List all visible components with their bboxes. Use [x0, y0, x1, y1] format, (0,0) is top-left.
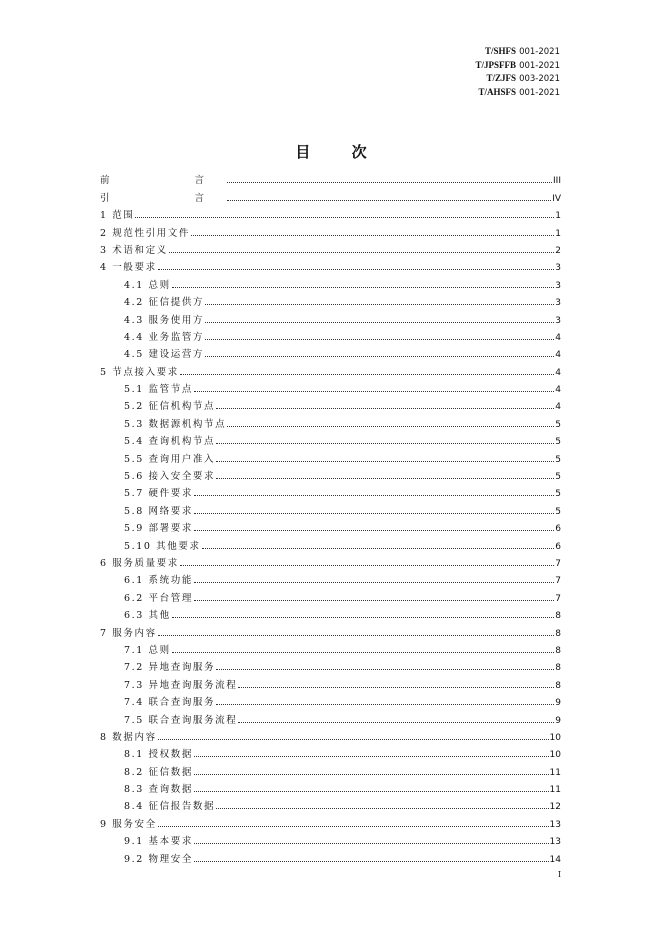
toc-entry[interactable]: [100, 726, 561, 743]
toc-entry[interactable]: [100, 308, 561, 325]
toc-entry-page: 4: [555, 367, 561, 378]
toc-leader-dots: [169, 252, 555, 253]
toc-entry-page: 6: [555, 524, 561, 535]
toc-leader-dots: [194, 774, 549, 775]
toc-entry-label: 4.5 建设运营方: [124, 349, 205, 361]
toc-leader-dots: [205, 356, 554, 357]
toc-entry-label: 8.2 征信数据: [124, 766, 193, 778]
standard-number: 001-2021: [519, 47, 560, 57]
toc-entry-label: 5.3 数据源机构节点: [124, 418, 227, 430]
toc-leader-dots: [205, 322, 554, 323]
toc-leader-dots: [172, 287, 555, 288]
toc-entry-label: 5.2 征信机构节点: [124, 401, 216, 413]
toc-leader-dots: [216, 808, 548, 809]
toc-entry-label: 9.1 基本要求: [124, 836, 193, 848]
toc-entry-label: 3 术语和定义: [100, 244, 168, 256]
standard-code: T/SHFS: [485, 46, 517, 56]
toc-entry[interactable]: [100, 465, 561, 482]
toc-entry-page: 7: [555, 558, 561, 569]
toc-entry[interactable]: [100, 604, 561, 621]
toc-entry[interactable]: [100, 326, 561, 343]
standard-number: 003-2021: [519, 74, 560, 85]
toc-leader-dots: [216, 443, 554, 444]
toc-entry-page: 5: [555, 472, 561, 483]
toc-entry[interactable]: [100, 273, 561, 290]
toc-entry[interactable]: [100, 204, 561, 221]
toc-entry-page: 13: [549, 819, 561, 830]
toc-entry-page: 7: [555, 593, 561, 604]
toc-entry-label: 5.7 硬件要求: [124, 488, 193, 500]
page-title: 目 次: [295, 143, 385, 161]
toc-entry[interactable]: [100, 586, 561, 603]
toc-entry[interactable]: [100, 360, 561, 377]
table-of-contents: [100, 169, 561, 865]
toc-entry[interactable]: [100, 656, 561, 673]
toc-leader-dots: [180, 565, 554, 566]
toc-entry-page: 14: [549, 854, 561, 865]
toc-entry-label: 6 服务质量要求: [100, 557, 179, 569]
toc-entry[interactable]: [100, 430, 561, 447]
toc-entry-page: 9: [555, 698, 561, 709]
toc-entry-label: 4 一般要求: [100, 262, 157, 274]
toc-entry-label: 引 言: [100, 192, 227, 204]
toc-entry-page: 10: [549, 750, 561, 761]
toc-entry[interactable]: [100, 447, 561, 464]
toc-leader-dots: [158, 635, 555, 636]
toc-entry-page: 11: [549, 767, 561, 778]
toc-entry-label: 6.2 平台管理: [124, 592, 193, 604]
standard-code: T/ZJFS: [486, 73, 517, 84]
toc-entry-label: 7.4 联合查询服务: [124, 697, 216, 709]
page-number: I: [557, 870, 561, 879]
toc-entry-page: 4: [555, 332, 561, 343]
toc-entry-label: 前 言: [100, 175, 227, 187]
toc-entry-label: 5.8 网络要求: [124, 505, 193, 517]
toc-leader-dots: [205, 304, 554, 305]
toc-entry-label: 7.2 异地查询服务: [124, 662, 216, 674]
toc-leader-dots: [194, 600, 554, 601]
toc-leader-dots: [227, 200, 551, 201]
toc-entry[interactable]: [100, 534, 561, 551]
toc-entry[interactable]: [100, 291, 561, 308]
toc-entry-page: 8: [555, 611, 561, 622]
toc-leader-dots: [216, 461, 554, 462]
toc-leader-dots: [194, 756, 549, 757]
standard-code: T/JPSFFB: [475, 59, 517, 70]
toc-entry-label: 7.5 联合查询服务流程: [124, 714, 238, 726]
toc-entry[interactable]: [100, 552, 561, 569]
toc-entry[interactable]: [100, 169, 561, 186]
toc-entry[interactable]: [100, 830, 561, 847]
toc-entry-page: 4: [555, 402, 561, 413]
toc-entry-label: 4.1 总则: [124, 279, 171, 291]
toc-entry-page: 7: [555, 576, 561, 587]
toc-entry-page: 11: [549, 785, 561, 796]
toc-entry-page: 4: [555, 385, 561, 396]
standard-code: T/AHSFS: [478, 86, 517, 97]
toc-leader-dots: [158, 739, 549, 740]
toc-leader-dots: [158, 826, 549, 827]
toc-entry[interactable]: [100, 221, 561, 238]
toc-leader-dots: [216, 478, 554, 479]
toc-entry[interactable]: [100, 482, 561, 499]
toc-entry-label: 6.3 其他: [124, 610, 171, 622]
toc-entry-page: 12: [549, 802, 561, 813]
toc-entry[interactable]: [100, 778, 561, 795]
toc-entry-label: 8.3 查询数据: [124, 784, 193, 796]
toc-entry[interactable]: [100, 499, 561, 516]
toc-entry-label: 5 节点接入要求: [100, 366, 179, 378]
toc-leader-dots: [194, 391, 554, 392]
toc-entry-page: 9: [555, 715, 561, 726]
toc-leader-dots: [135, 217, 554, 218]
toc-entry[interactable]: [100, 812, 561, 829]
toc-entry-page: 3: [555, 280, 561, 291]
toc-leader-dots: [194, 843, 549, 844]
toc-entry-page: 8: [555, 645, 561, 656]
toc-entry-page: 5: [555, 506, 561, 517]
toc-entry-label: 7.3 异地查询服务流程: [124, 679, 238, 691]
toc-entry[interactable]: [100, 378, 561, 395]
toc-entry-label: 5.10 其他要求: [124, 540, 201, 552]
toc-leader-dots: [172, 617, 555, 618]
toc-entry-label: 4.2 征信提供方: [124, 297, 205, 309]
toc-entry-label: 9.2 物理安全: [124, 853, 193, 865]
toc-leader-dots: [227, 182, 552, 183]
toc-entry-label: 5.9 部署要求: [124, 523, 193, 535]
toc-leader-dots: [194, 861, 549, 862]
toc-leader-dots: [158, 269, 555, 270]
toc-entry[interactable]: [100, 256, 561, 273]
toc-entry[interactable]: [100, 412, 561, 429]
toc-entry-page: 3: [555, 298, 561, 309]
toc-entry-page: 13: [549, 837, 561, 848]
toc-entry[interactable]: [100, 186, 561, 203]
toc-entry-label: 5.6 接入安全要求: [124, 471, 216, 483]
toc-leader-dots: [194, 582, 554, 583]
toc-entry-page: 3: [555, 263, 561, 274]
toc-leader-dots: [194, 530, 554, 531]
toc-leader-dots: [238, 722, 554, 723]
toc-entry-page: 5: [555, 419, 561, 430]
toc-leader-dots: [216, 704, 554, 705]
toc-entry-page: 5: [555, 489, 561, 500]
toc-leader-dots: [194, 495, 554, 496]
standard-number: 001-2021: [519, 87, 560, 98]
toc-entry[interactable]: [100, 708, 561, 725]
toc-leader-dots: [191, 235, 554, 236]
toc-entry[interactable]: [100, 760, 561, 777]
toc-entry-page: 1: [555, 211, 561, 222]
standard-code-line: [476, 59, 560, 73]
toc-leader-dots: [172, 652, 555, 653]
toc-entry-label: 5.4 查询机构节点: [124, 436, 216, 448]
toc-entry-page: 5: [555, 437, 561, 448]
toc-leader-dots: [216, 408, 554, 409]
toc-leader-dots: [194, 791, 549, 792]
toc-entry[interactable]: [100, 673, 561, 690]
toc-entry-label: 6.1 系统功能: [124, 575, 193, 587]
standard-codes: [476, 45, 560, 99]
toc-entry-page: III: [553, 176, 561, 187]
standard-code-line: [476, 86, 560, 100]
toc-entry[interactable]: [100, 517, 561, 534]
toc-entry[interactable]: [100, 621, 561, 638]
toc-entry-label: 8.1 授权数据: [124, 749, 193, 761]
toc-leader-dots: [205, 339, 554, 340]
standard-code-line: [476, 72, 560, 86]
toc-entry-page: 3: [555, 315, 561, 326]
toc-entry-label: 4.4 业务监管方: [124, 331, 205, 343]
toc-entry[interactable]: [100, 569, 561, 586]
toc-leader-dots: [202, 548, 555, 549]
toc-entry[interactable]: [100, 795, 561, 812]
toc-entry-page: 5: [555, 454, 561, 465]
standard-number: 001-2021: [519, 60, 560, 71]
toc-leader-dots: [194, 513, 554, 514]
standard-code-line: [476, 45, 560, 59]
toc-entry[interactable]: [100, 239, 561, 256]
toc-leader-dots: [180, 374, 554, 375]
toc-entry-page: 4: [555, 350, 561, 361]
toc-entry[interactable]: [100, 395, 561, 412]
toc-entry-label: 5.1 监管节点: [124, 384, 193, 396]
toc-leader-dots: [227, 426, 554, 427]
toc-entry-label: 9 服务安全: [100, 818, 157, 830]
toc-entry-label: 1 范围: [100, 210, 135, 222]
toc-entry[interactable]: [100, 639, 561, 656]
toc-entry-label: 8.4 征信报告数据: [124, 801, 216, 813]
toc-entry-page: IV: [552, 193, 561, 204]
toc-entry-label: 5.5 查询用户准入: [124, 453, 216, 465]
toc-entry-page: 10: [549, 732, 561, 743]
toc-entry-label: 8 数据内容: [100, 731, 157, 743]
toc-entry-page: 8: [555, 628, 561, 639]
toc-entry-page: 6: [555, 541, 561, 552]
toc-entry[interactable]: [100, 847, 561, 864]
toc-entry[interactable]: [100, 343, 561, 360]
toc-entry-page: 1: [555, 228, 561, 239]
toc-entry-label: 2 规范性引用文件: [100, 227, 190, 239]
toc-leader-dots: [216, 669, 554, 670]
toc-entry-page: 2: [555, 245, 561, 256]
toc-entry-page: 8: [555, 680, 561, 691]
toc-entry-page: 8: [555, 663, 561, 674]
toc-entry-label: 7.1 总则: [124, 644, 171, 656]
toc-leader-dots: [238, 687, 554, 688]
toc-entry[interactable]: [100, 691, 561, 708]
toc-entry-label: 4.3 服务使用方: [124, 314, 205, 326]
toc-entry[interactable]: [100, 743, 561, 760]
toc-entry-label: 7 服务内容: [100, 627, 157, 639]
